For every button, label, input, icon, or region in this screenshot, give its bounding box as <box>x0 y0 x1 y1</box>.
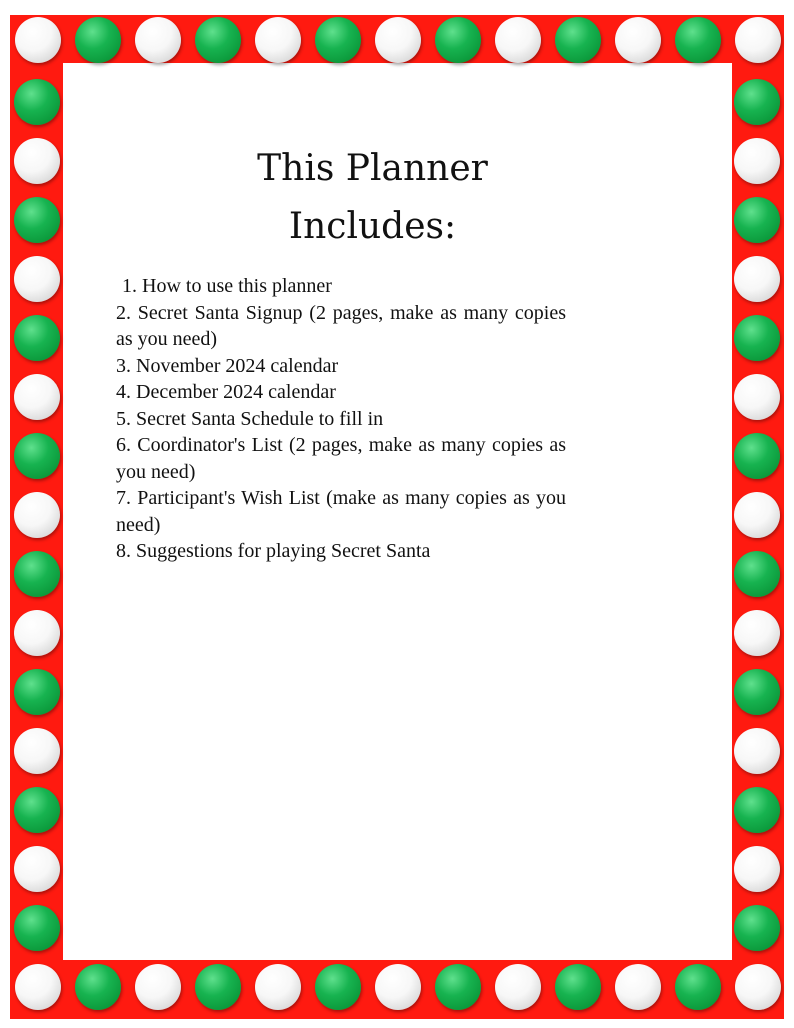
white-dot <box>14 256 60 302</box>
white-dot <box>734 846 780 892</box>
white-dot <box>14 138 60 184</box>
green-dot <box>14 79 60 125</box>
white-dot <box>735 17 781 63</box>
white-dot <box>14 492 60 538</box>
list-item: 5. Secret Santa Schedule to fill in <box>116 407 384 430</box>
green-dot <box>14 669 60 715</box>
green-dot <box>75 17 121 63</box>
white-dot <box>615 17 661 63</box>
list-item: 3. November 2024 calendar <box>116 354 339 377</box>
white-dot <box>14 374 60 420</box>
white-dot <box>15 17 61 63</box>
white-dot <box>615 964 661 1010</box>
green-dot <box>14 315 60 361</box>
list-item: 6. Coordinator's List (2 pages, make as many copies as you need) <box>116 434 566 483</box>
white-dot <box>495 964 541 1010</box>
white-dot <box>734 492 780 538</box>
list-item: 2. Secret Santa Signup (2 pages, make as many copies as you need) <box>116 301 566 350</box>
green-dot <box>315 964 361 1010</box>
green-dot <box>75 964 121 1010</box>
title-line-1: This Planner <box>257 148 488 189</box>
list-item: 7. Participant's Wish List (make as many copies as you need) <box>116 487 566 536</box>
green-dot <box>435 964 481 1010</box>
green-dot <box>734 79 780 125</box>
green-dot <box>195 17 241 63</box>
green-dot <box>734 551 780 597</box>
list-item: 1. How to use this planner <box>122 275 332 297</box>
green-dot <box>734 669 780 715</box>
green-dot <box>734 787 780 833</box>
white-dot <box>734 138 780 184</box>
white-dot <box>734 374 780 420</box>
green-dot <box>734 315 780 361</box>
green-dot <box>555 17 601 63</box>
white-dot <box>135 964 181 1010</box>
white-dot <box>15 964 61 1010</box>
white-dot <box>734 610 780 656</box>
green-dot <box>14 197 60 243</box>
green-dot <box>14 905 60 951</box>
white-dot <box>375 17 421 63</box>
green-dot <box>14 551 60 597</box>
white-dot <box>135 17 181 63</box>
white-dot <box>734 728 780 774</box>
title-line-2: Includes: <box>288 206 457 247</box>
page-title <box>63 140 682 256</box>
white-dot <box>255 17 301 63</box>
white-dot <box>14 728 60 774</box>
green-dot <box>734 197 780 243</box>
green-dot <box>195 964 241 1010</box>
green-dot <box>14 433 60 479</box>
white-dot <box>375 964 421 1010</box>
white-dot <box>735 964 781 1010</box>
white-dot <box>255 964 301 1010</box>
list-item: 8. Suggestions for playing Secret Santa <box>116 540 431 562</box>
white-dot <box>14 846 60 892</box>
green-dot <box>555 964 601 1010</box>
green-dot <box>675 964 721 1010</box>
list-item: 4. December 2024 calendar <box>116 381 336 403</box>
green-dot <box>734 433 780 479</box>
green-dot <box>734 905 780 951</box>
white-dot <box>495 17 541 63</box>
white-dot <box>14 610 60 656</box>
green-dot <box>675 17 721 63</box>
green-dot <box>14 787 60 833</box>
green-dot <box>315 17 361 63</box>
green-dot <box>435 17 481 63</box>
contents-list <box>116 273 566 565</box>
white-dot <box>734 256 780 302</box>
